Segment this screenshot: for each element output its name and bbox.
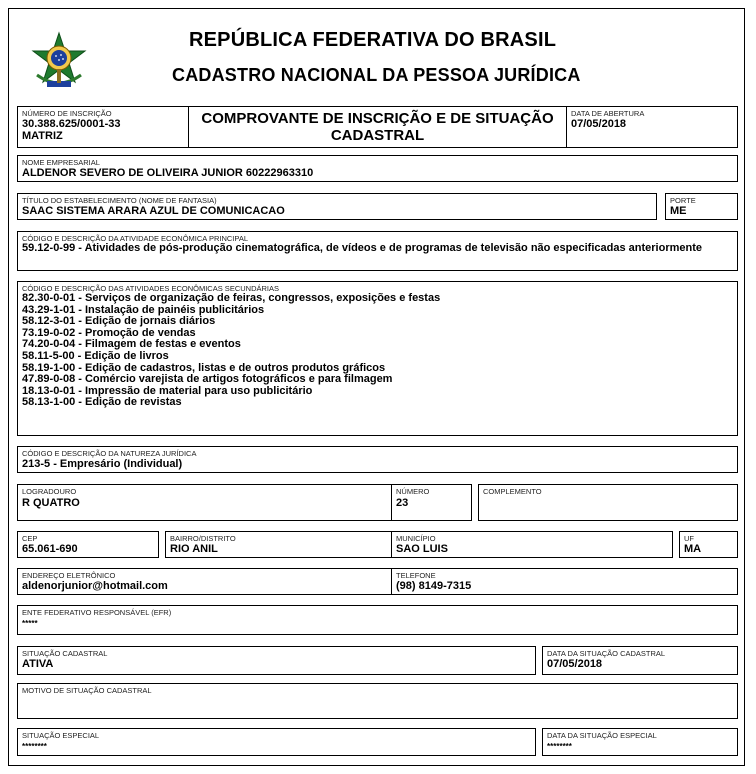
header-title: REPÚBLICA FEDERATIVA DO BRASIL — [189, 29, 557, 51]
logradouro-label: LOGRADOURO — [22, 487, 77, 496]
uf-value: MA — [684, 543, 702, 555]
comprovante-line1: COMPROVANTE DE INSCRIÇÃO E DE SITUAÇÃO — [201, 110, 554, 127]
comprovante-box — [188, 106, 567, 148]
atividades-secundarias-box — [17, 281, 738, 436]
nome-empresarial-value: ALDENOR SEVERO DE OLIVEIRA JUNIOR 60222963310 — [22, 167, 314, 179]
list-item: 43.29-1-01 - Instalação de painéis publicitários — [22, 303, 265, 316]
natureza-juridica-label: CÓDIGO E DESCRIÇÃO DA NATUREZA JURÍDICA — [22, 449, 197, 458]
atividades-secundarias-label: CÓDIGO E DESCRIÇÃO DAS ATIVIDADES ECONÔMICAS SECUNDÁRIAS — [22, 284, 279, 293]
inscricao-box — [17, 106, 189, 148]
situacao-especial-value: ******** — [22, 742, 47, 751]
telefone-value: (98) 8149-7315 — [396, 580, 472, 592]
motivo-box — [17, 683, 738, 719]
nome-empresarial-box — [17, 155, 738, 182]
atividade-principal-value: 59.12-0-99 - Atividades de pós-produção cinematográfica, de vídeos e de programas de televisão não especificadas anteriormente — [22, 242, 702, 254]
data-situacao-box — [542, 646, 738, 675]
email-value: aldenorjunior@hotmail.com — [22, 580, 168, 592]
list-item: 18.13-0-01 - Impressão de material para uso publicitário — [22, 384, 313, 397]
comprovante-title — [189, 110, 566, 144]
situacao-especial-label: SITUAÇÃO ESPECIAL — [22, 731, 100, 740]
logradouro-box — [17, 484, 392, 521]
fantasia-box — [17, 193, 657, 220]
list-item: 58.13-1-00 - Edição de revistas — [22, 396, 182, 409]
telefone-box — [391, 568, 738, 595]
situacao-box — [17, 646, 536, 675]
uf-label: UF — [684, 534, 694, 543]
atividade-principal-label: CÓDIGO E DESCRIÇÃO DA ATIVIDADE ECONÔMICA PRINCIPAL — [22, 234, 249, 243]
list-item: 47.89-0-08 - Comércio varejista de artigos fotográficos e para filmagem — [22, 373, 393, 386]
inscricao-label: NÚMERO DE INSCRIÇÃO — [22, 109, 112, 118]
numero-box — [391, 484, 472, 521]
porte-value: ME — [670, 205, 687, 217]
email-box — [17, 568, 392, 595]
fantasia-label: TÍTULO DO ESTABELECIMENTO (NOME DE FANTASIA) — [22, 196, 217, 205]
municipio-value: SAO LUIS — [396, 543, 448, 555]
email-label: ENDEREÇO ELETRÔNICO — [22, 571, 116, 580]
list-item: 58.12-3-01 - Edição de jornais diários — [22, 315, 216, 328]
nome-empresarial-label: NOME EMPRESARIAL — [22, 158, 100, 167]
cep-value: 65.061-690 — [22, 543, 78, 555]
natureza-juridica-box — [17, 446, 738, 473]
situacao-especial-box — [17, 728, 536, 756]
atividade-principal-box — [17, 231, 738, 271]
list-item: 58.11-5-00 - Edição de livros — [22, 349, 169, 362]
efr-label: ENTE FEDERATIVO RESPONSÁVEL (EFR) — [22, 608, 172, 617]
data-situacao-especial-box — [542, 728, 738, 756]
cep-label: CEP — [22, 534, 38, 543]
inscricao-number: 30.388.625/0001-33 — [22, 118, 121, 130]
municipio-label: MUNICÍPIO — [396, 534, 436, 543]
efr-box — [17, 605, 738, 635]
bairro-label: BAIRRO/DISTRITO — [170, 534, 236, 543]
complemento-box — [478, 484, 738, 521]
header-subtitle: CADASTRO NACIONAL DA PESSOA JURÍDICA — [172, 65, 581, 85]
uf-box — [679, 531, 738, 558]
list-item: 73.19-0-02 - Promoção de vendas — [22, 326, 196, 339]
bairro-value: RIO ANIL — [170, 543, 218, 555]
cnpj-document — [8, 8, 745, 766]
motivo-label: MOTIVO DE SITUAÇÃO CADASTRAL — [22, 686, 152, 695]
natureza-juridica-value: 213-5 - Empresário (Individual) — [22, 458, 183, 470]
data-situacao-value: 07/05/2018 — [547, 658, 603, 670]
efr-value: ***** — [22, 619, 38, 628]
inscricao-type: MATRIZ — [22, 130, 63, 142]
data-situacao-especial-label: DATA DA SITUAÇÃO ESPECIAL — [547, 731, 657, 740]
bairro-box — [165, 531, 392, 558]
situacao-label: SITUAÇÃO CADASTRAL — [22, 649, 108, 658]
list-item: 82.30-0-01 - Serviços de organização de feiras, congressos, exposições e festas — [22, 292, 441, 304]
comprovante-line2: CADASTRAL — [330, 127, 425, 144]
numero-label: NÚMERO — [396, 487, 430, 496]
data-situacao-especial-value: ******** — [547, 742, 572, 751]
telefone-label: TELEFONE — [396, 571, 436, 580]
fantasia-value: SAAC SISTEMA ARARA AZUL DE COMUNICACAO — [22, 205, 285, 217]
logradouro-value: R QUATRO — [22, 497, 80, 509]
data-situacao-label: DATA DA SITUAÇÃO CADASTRAL — [547, 649, 666, 658]
porte-box — [665, 193, 738, 220]
abertura-box — [566, 106, 738, 148]
porte-label: PORTE — [670, 196, 696, 205]
abertura-label: DATA DE ABERTURA — [571, 109, 645, 118]
abertura-value: 07/05/2018 — [571, 118, 627, 130]
brazil-coat-of-arms-icon — [29, 31, 89, 93]
list-item: 74.20-0-04 - Filmagem de festas e eventos — [22, 338, 241, 351]
complemento-label: COMPLEMENTO — [483, 487, 542, 496]
municipio-box — [391, 531, 673, 558]
numero-value: 23 — [396, 497, 409, 509]
atividades-secundarias-list — [22, 293, 440, 409]
cep-box — [17, 531, 159, 558]
list-item: 58.19-1-00 - Edição de cadastros, listas e de outros produtos gráficos — [22, 361, 386, 374]
situacao-value: ATIVA — [22, 658, 54, 670]
